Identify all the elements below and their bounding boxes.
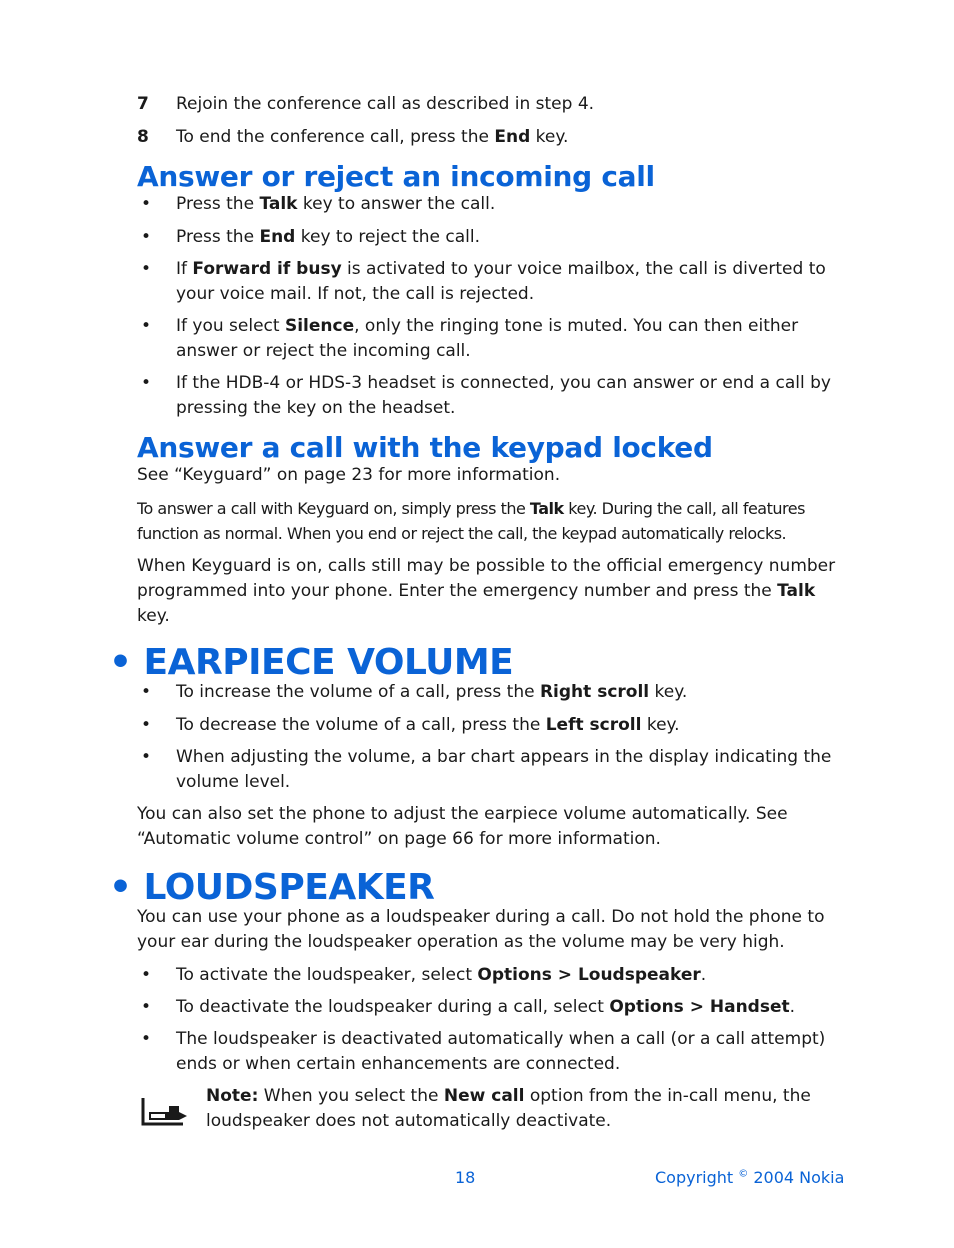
step-number: 7: [137, 94, 149, 114]
step-8: 8 To end the conference call, press the End key.: [137, 125, 837, 150]
paragraph: When Keyguard is on, calls still may be possible to the official emergency number programmed into your phone. Enter the emergency number and press the Talk key.: [137, 556, 836, 626]
heading-earpiece-volume: • EARPIECE VOLUME: [109, 642, 514, 683]
paragraph: You can also set the phone to adjust the earpiece volume automatically. See “Automatic volume control” on page 66 for more information.: [137, 804, 788, 849]
heading-keypad-locked: Answer a call with the keypad locked: [137, 431, 713, 464]
list-item: • If Forward if busy is activated to your voice mailbox, the call is diverted to your voice mail. If not, the call is rejected.: [141, 259, 826, 304]
list-item: • The loudspeaker is deactivated automatically when a call (or a call attempt) ends or when certain enhancements are connected.: [141, 1029, 826, 1074]
list-item: • To deactivate the loudspeaker during a call, select Options > Handset.: [141, 997, 796, 1017]
step-text: Rejoin the conference call as described in step 4.: [176, 94, 595, 114]
heading-answer-reject: Answer or reject an incoming call: [137, 160, 655, 193]
list-item: • When adjusting the volume, a bar chart appears in the display indicating the volume level.: [141, 747, 832, 792]
note-box: [137, 1084, 837, 1134]
note-text: Note: When you select the New call option from the in-call menu, the loudspeaker does not automatically deactivate.: [206, 1086, 811, 1131]
list-item: • Press the End key to reject the call.: [141, 227, 480, 247]
paragraph: You can use your phone as a loudspeaker during a call. Do not hold the phone to your ear during the loudspeaker operation as the volume may be very high.: [137, 907, 825, 952]
copyright: Copyright © 2004 Nokia: [655, 1168, 845, 1187]
step-7: [137, 92, 837, 117]
list-item: • To decrease the volume of a call, press the Left scroll key.: [141, 715, 680, 735]
list-item: • If the HDB-4 or HDS-3 headset is connected, you can answer or end a call by pressing the key on the headset.: [141, 373, 831, 418]
list-item: • To increase the volume of a call, press the Right scroll key.: [141, 682, 688, 702]
list-item: • Press the Talk key to answer the call.: [141, 194, 496, 214]
paragraph: To answer a call with Keyguard on, simply press the Talk key. During the call, all features function as normal. When you end or reject the call, the keypad automatically relocks.: [137, 499, 805, 543]
heading-loudspeaker: • LOUDSPEAKER: [109, 867, 435, 908]
paragraph: See “Keyguard” on page 23 for more information.: [137, 465, 561, 485]
list-item: • To activate the loudspeaker, select Options > Loudspeaker.: [141, 965, 707, 985]
page-number: 18: [455, 1168, 476, 1187]
note-hand-icon: [139, 1094, 189, 1132]
step-number: 8: [137, 127, 149, 147]
list-item: • If you select Silence, only the ringing tone is muted. You can then either answer or reject the incoming call.: [141, 316, 799, 361]
page-content: [109, 92, 837, 1134]
